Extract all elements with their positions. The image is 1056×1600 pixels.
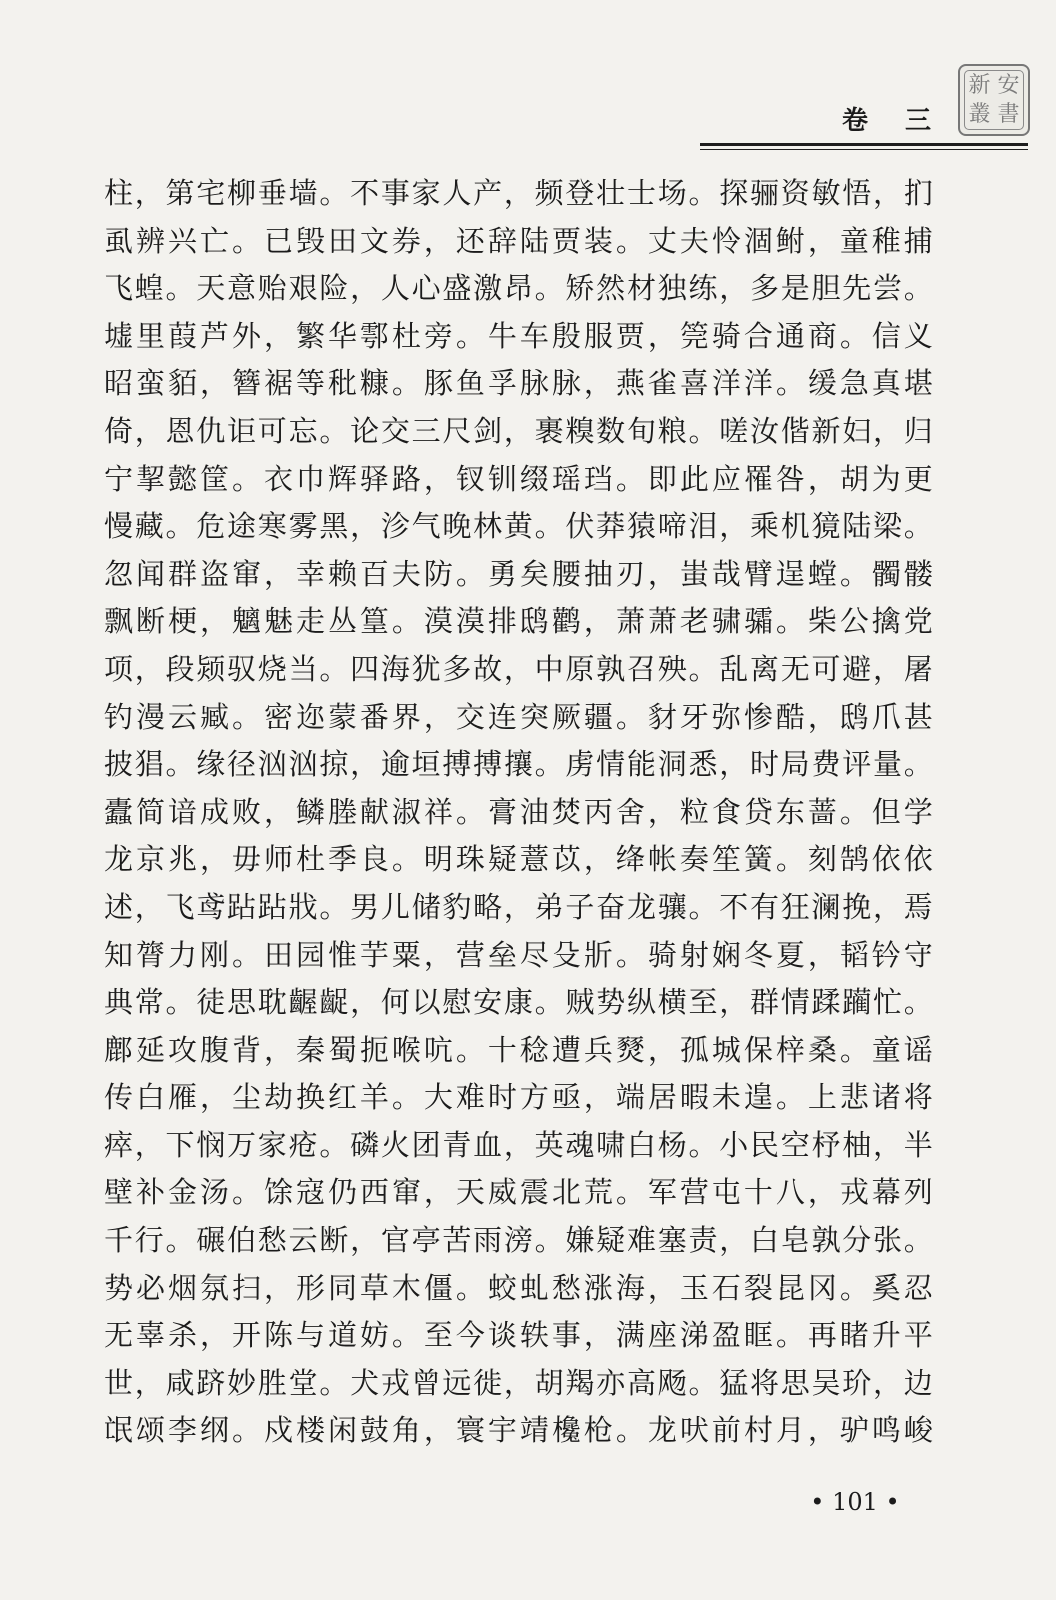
text-line: 宁挈懿筐。衣巾辉驿路，钗钏缀瑶珰。即此应罹咎，胡为更 <box>104 461 934 496</box>
seal-char: 書 <box>997 101 1020 127</box>
seal-char: 安 <box>997 72 1020 98</box>
text-line: 蠹简谙成败，鳞塍献淑祥。膏油焚丙舍，粒食贷东蔷。但学 <box>104 794 934 829</box>
text-line: 昭蛮貊，簪裾等秕糠。豚鱼孚脉脉，燕雀喜洋洋。缓急真堪 <box>104 366 934 401</box>
chapter-header: 卷 三 <box>842 106 946 136</box>
text-line: 倚，恩仇讵可忘。论交三尺剑，裹糗数旬粮。嗟汝偕新妇，归 <box>104 413 934 448</box>
text-line: 虱辨兴亡。已毁田文券，还辞陆贾装。丈夫怜涸鲋，童稚捕 <box>104 223 934 258</box>
text-line: 披猖。缘径汹汹掠，逾垣搏搏攘。虏情能洞悉，时局费评量。 <box>104 747 934 782</box>
header-rule-thick <box>700 143 1028 146</box>
text-line: 忽闻群盗窜，幸赖百夫防。勇矣腰抽刃，蚩哉臂逞螳。髑髅 <box>104 556 934 591</box>
text-line: 氓颂李纲。戍楼闲鼓角，寰宇靖欃枪。龙吠前村月，驴鸣峻 <box>104 1413 934 1448</box>
text-line: 柱，第宅柳垂墙。不事家人产，频登壮士场。探骊资敏悟，扪 <box>104 176 934 210</box>
text-line: 项，段颎驭烧当。四海犹多故，中原孰召殃。乱离无可避，屠 <box>104 651 934 686</box>
text-line: 无辜杀，开陈与道妨。至今谈轶事，满座涕盈眶。再睹升平 <box>104 1318 934 1353</box>
seal-characters <box>964 70 1024 130</box>
text-line: 势必烟氛扫，形同草木僵。蛟虬愁涨海，玉石裂昆冈。奚忍 <box>104 1270 934 1305</box>
text-line: 千行。碾伯愁云断，官亭苦雨滂。嫌疑难塞责，白皂孰分张。 <box>104 1223 934 1258</box>
poem-body <box>104 170 934 1455</box>
text-line: 飞蝗。天意贻艰险，人心盛激昂。矫然材独练，多是胆先尝。 <box>104 271 934 306</box>
text-line: 鄜延攻腹背，秦蜀扼喉吭。十稔遭兵燹，孤城保梓桑。童谣 <box>104 1032 934 1067</box>
text-line: 世，咸跻妙胜堂。犬戎曾远徙，胡羯亦高飏。猛将思吴玠，边 <box>104 1365 934 1400</box>
text-line: 述，飞鸢跕跕戕。男儿储豹略，弟子奋龙骧。不有狂澜挽，焉 <box>104 889 934 924</box>
header-rule-thin <box>700 149 1028 150</box>
text-line: 龙京兆，毋师杜季良。明珠疑薏苡，绛帐奏笙簧。刻鹄依依 <box>104 842 934 877</box>
text-line: 飘断梗，魑魅走丛篁。漠漠排鸱鹳，萧萧老骕骦。柴公擒党 <box>104 604 934 639</box>
text-line: 钓漫云臧。密迩蒙番界，交连突厥疆。豺牙弥惨酷，鸱爪甚 <box>104 699 934 734</box>
text-line: 典常。徒思耽齷齪，何以慰安康。贼势纵横至，群情蹂躏忙。 <box>104 985 934 1020</box>
page-number: • 101 • <box>810 1488 900 1516</box>
text-line: 知膂力刚。田园惟芋粟，营垒尽殳斨。骑射娴冬夏，韬钤守 <box>104 937 934 972</box>
text-line: 壁补金汤。馀寇仍西窜，天威震北荒。军营屯十八，戎幕列 <box>104 1175 934 1210</box>
seal-char: 叢 <box>968 101 991 127</box>
seal-char: 新 <box>968 72 991 98</box>
text-line: 传白雁，尘劫换红羊。大难时方亟，端居暇未遑。上悲诸将 <box>104 1080 934 1115</box>
text-line: 墟里葭芦外，繁华鄠杜旁。牛车殷服贾，筦骑合通商。信义 <box>104 318 934 353</box>
text-line: 慢藏。危途寒雾黑，沴气晚林黄。伏莽猿啼泪，乘机獍陆梁。 <box>104 509 934 544</box>
seal-stamp <box>958 64 1030 136</box>
text-line: 瘁，下悯万家疮。磷火团青血，英魂啸白杨。小民空杼柚，半 <box>104 1127 934 1162</box>
